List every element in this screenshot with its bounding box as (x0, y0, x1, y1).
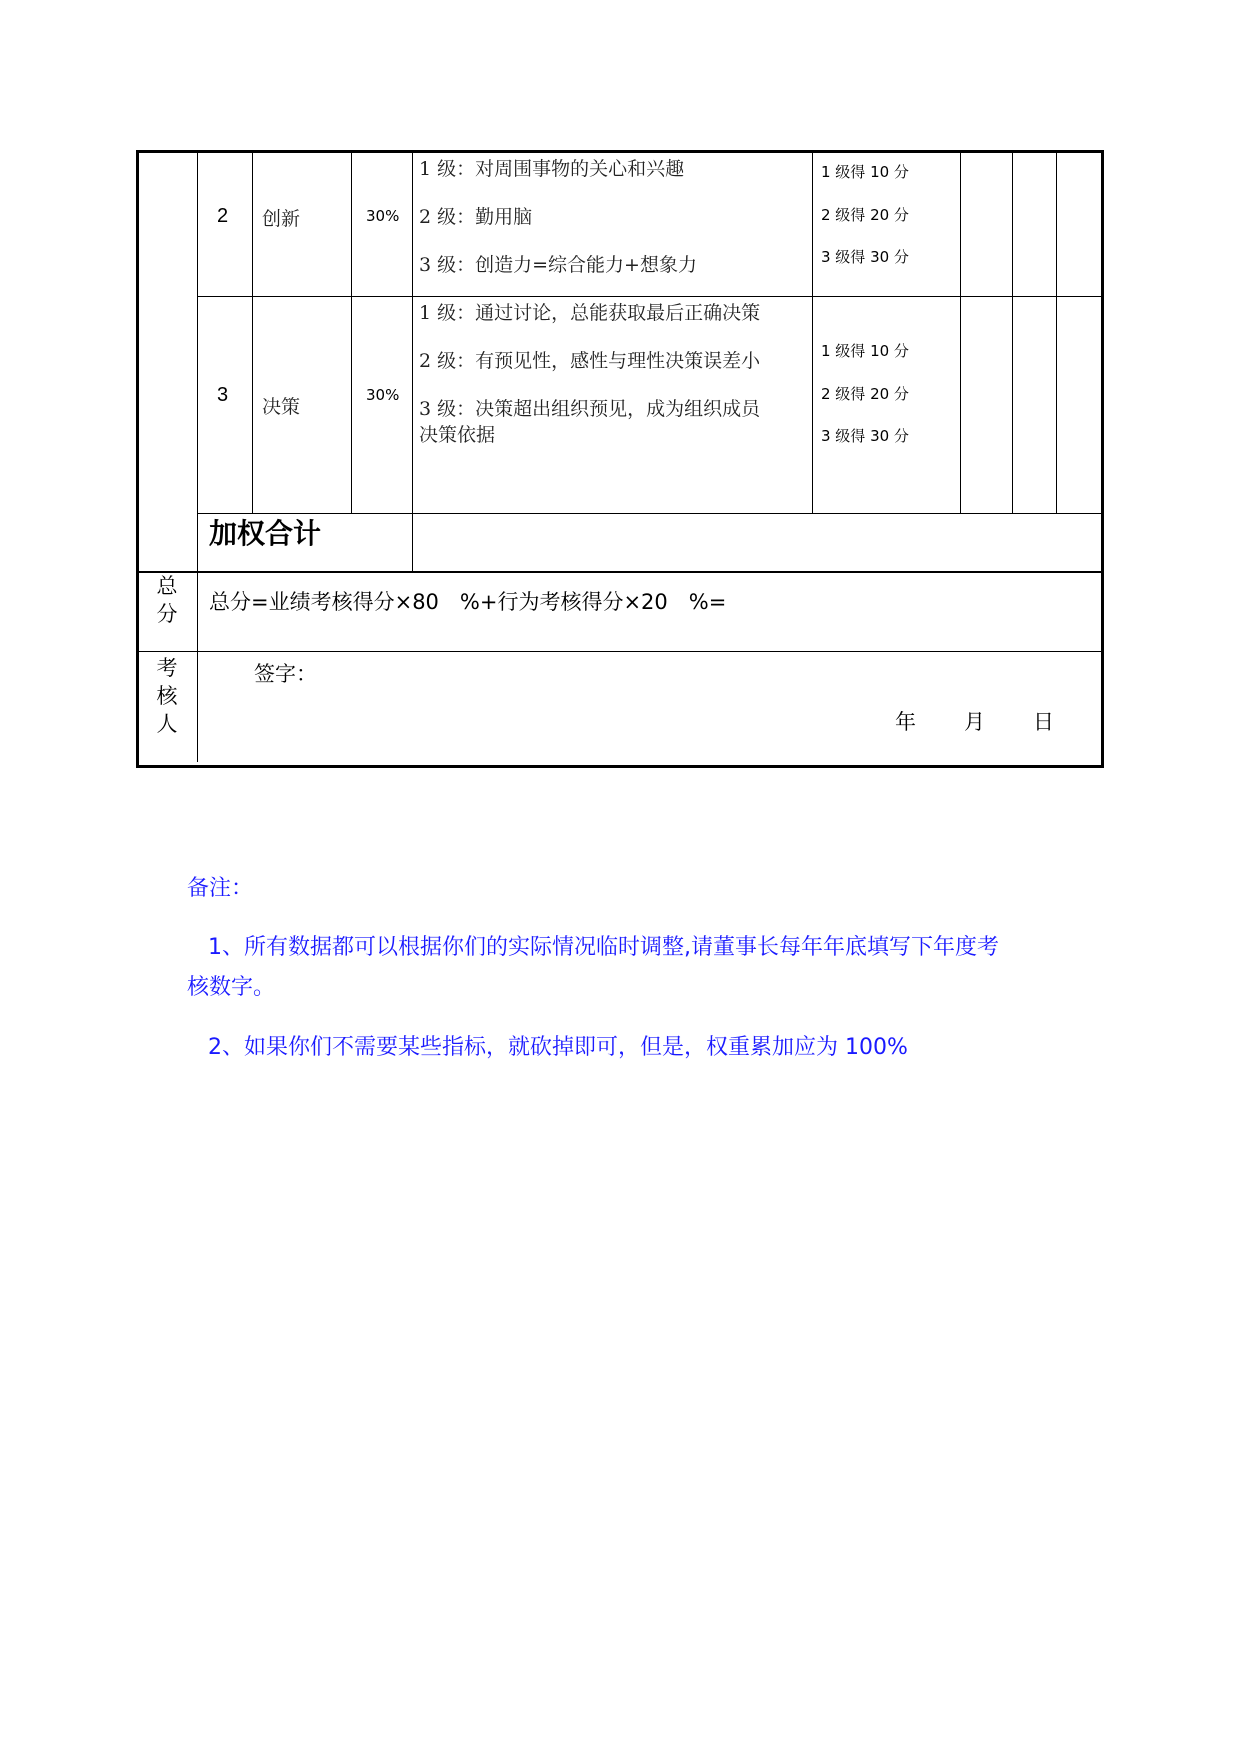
score-text: 2 级得 20 分 (821, 385, 909, 403)
row-line-2 (197, 513, 1101, 514)
level-text: 1 级：通过讨论，总能获取最后正确决策 (419, 302, 761, 324)
day-label: 日 (1033, 710, 1054, 734)
level-text: 1 级：对周围事物的关心和兴趣 (419, 158, 685, 180)
weight-value: 30% (366, 386, 400, 404)
level-text: 3 级：创造力=综合能力+想象力 (419, 254, 697, 276)
level-text: 2 级：有预见性，感性与理性决策误差小 (419, 350, 761, 372)
score-text: 2 级得 20 分 (821, 206, 909, 224)
year-label: 年 (895, 710, 916, 734)
col-line-extra2 (1056, 150, 1057, 513)
weighted-total-label: 加权合计 (209, 517, 322, 550)
col-line-no (252, 150, 253, 513)
month-label: 月 (964, 710, 985, 734)
notes-title: 备注： (187, 876, 254, 901)
col-line-weight (412, 150, 413, 513)
level-text: 2 级：勤用脑 (419, 206, 533, 228)
col-line-extra1 (1012, 150, 1013, 513)
note-item-2: 2、如果你们不需要某些指标，就砍掉即可，但是，权重累加应为 100% (208, 1035, 908, 1060)
note-item-1-line-2: 核数字。 (187, 975, 276, 1000)
row-line-3 (136, 571, 1101, 573)
criterion-name: 创新 (262, 208, 301, 230)
criterion-name: 决策 (262, 396, 301, 418)
row-no: 3 (217, 384, 229, 406)
assessor-label: 考核人 (156, 656, 178, 736)
col-line-levels (812, 150, 813, 513)
col-line-label (197, 150, 198, 762)
assessment-table (136, 150, 1104, 767)
row-no: 2 (217, 205, 229, 227)
row-line-4 (136, 651, 1101, 652)
weight-value: 30% (366, 207, 400, 225)
score-text: 1 级得 10 分 (821, 163, 909, 181)
total-score-formula: 总分=业绩考核得分×80 %+行为考核得分×20 %= (209, 590, 727, 614)
col-line-weighted (412, 513, 413, 571)
note-item-1-line-1: 1、所有数据都可以根据你们的实际情况临时调整,请董事长每年年底填写下年度考 (208, 935, 999, 960)
level-text: 3 级：决策超出组织预见，成为组织成员 (419, 398, 761, 420)
signature-label: 签字： (254, 662, 317, 686)
level-text: 决策依据 (419, 424, 496, 446)
col-line-scores (960, 150, 961, 513)
score-text: 3 级得 30 分 (821, 427, 909, 445)
col-line-name (351, 150, 352, 513)
total-score-label: 总分 (156, 574, 178, 626)
row-line-1 (197, 296, 1101, 297)
score-text: 3 级得 30 分 (821, 248, 909, 266)
score-text: 1 级得 10 分 (821, 342, 909, 360)
